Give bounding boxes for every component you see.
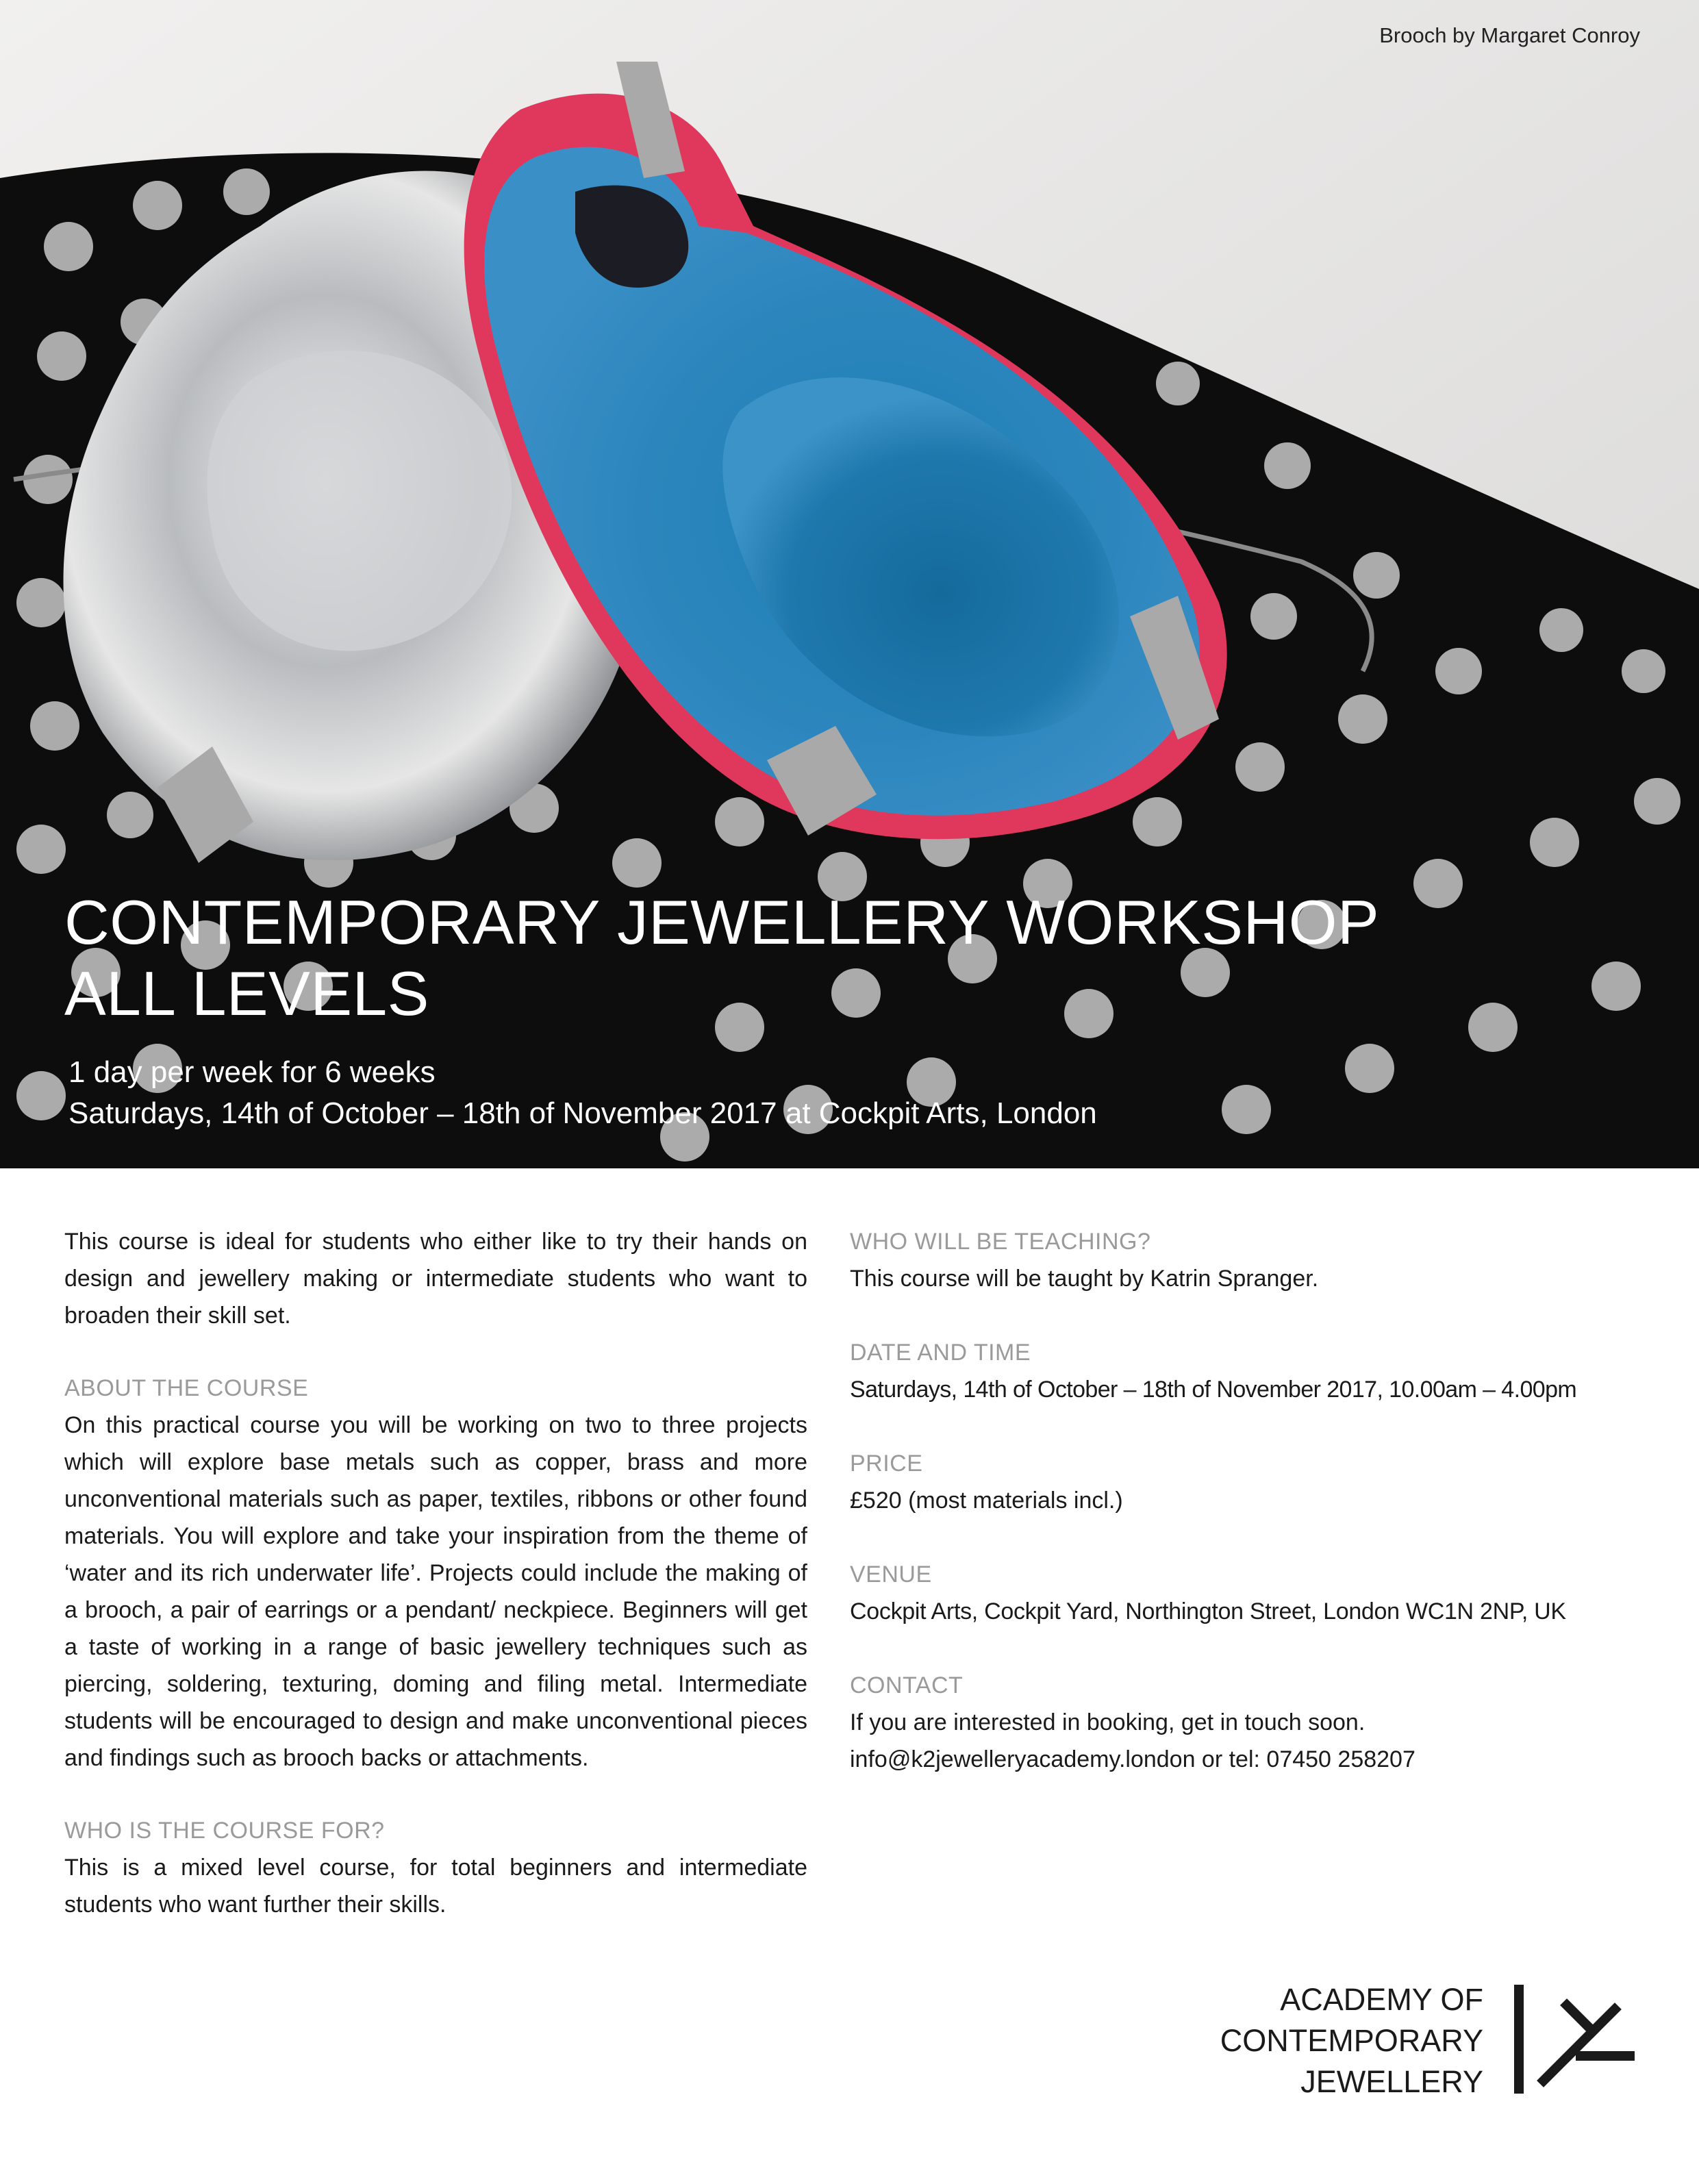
page-title: [64, 888, 1379, 1030]
venue-text: Cockpit Arts, Cockpit Yard, Northington Street, London WC1N 2NP, UK: [850, 1598, 1566, 1624]
venue-heading: VENUE: [850, 1561, 932, 1587]
subtitle-line: Saturdays, 14th of October – 18th of November 2017 at Cockpit Arts, London: [68, 1096, 1097, 1130]
contact-line: info@k2jewelleryacademy.london or tel: 07450 258207: [850, 1746, 1415, 1772]
about-text: On this practical course you will be working on two to three projects which will explore base metals such as copper, brass and more unconventional materials such as paper, textiles, ribbons or other found materials. You will explore and take your inspiration from the theme of ‘water and its rich underwater life’. Projects could include the making of a brooch, a pair of earrings or a pendant/ neckpiece. Beginners will get a taste of working in a range of basic jewellery techniques such as piercing, soldering, texturing, doming and filing metal. Intermediate students will be encouraged to design and make unconventional pieces and findings such as brooch backs or attachments.: [64, 1412, 807, 1771]
logo-line: JEWELLERY: [1300, 2064, 1483, 2099]
left-column: [64, 1223, 807, 1923]
who-for-text: This is a mixed level course, for total beginners and intermediate students who want further their skills.: [64, 1855, 807, 1918]
price-text: £520 (most materials incl.): [850, 1488, 1123, 1514]
about-heading: ABOUT THE COURSE: [64, 1375, 309, 1401]
contact-heading: CONTACT: [850, 1672, 964, 1698]
title-line: ALL LEVELS: [64, 959, 429, 1029]
intro-text: This course is ideal for students who either like to try their hands on design and jewellery making or intermediate students who want to broaden their skill set.: [64, 1229, 807, 1329]
subtitle-line: 1 day per week for 6 weeks: [68, 1055, 436, 1089]
title-line: CONTEMPORARY JEWELLERY WORKSHOP: [64, 888, 1380, 957]
who-for-heading: WHO IS THE COURSE FOR?: [64, 1818, 385, 1844]
contact-line: If you are interested in booking, get in touch soon.: [850, 1709, 1366, 1735]
teaching-text: This course will be taught by Katrin Spranger.: [850, 1266, 1319, 1292]
logo-line: CONTEMPORARY: [1220, 2023, 1483, 2058]
logo-line: ACADEMY OF: [1280, 1982, 1483, 2017]
contact-text: [850, 1704, 1644, 1778]
hero-subtitle: [68, 1052, 1097, 1134]
date-time-heading: DATE AND TIME: [850, 1340, 1031, 1366]
date-time-text: Saturdays, 14th of October – 18th of November 2017, 10.00am – 4.00pm: [850, 1377, 1577, 1403]
k2-logo-mark-icon: [1512, 1985, 1635, 2094]
teaching-heading: WHO WILL BE TEACHING?: [850, 1229, 1151, 1255]
price-heading: PRICE: [850, 1451, 923, 1477]
academy-logo-text: [1220, 1979, 1483, 2103]
photo-credit: Brooch by Margaret Conroy: [1379, 23, 1640, 47]
right-column: [850, 1223, 1644, 1778]
